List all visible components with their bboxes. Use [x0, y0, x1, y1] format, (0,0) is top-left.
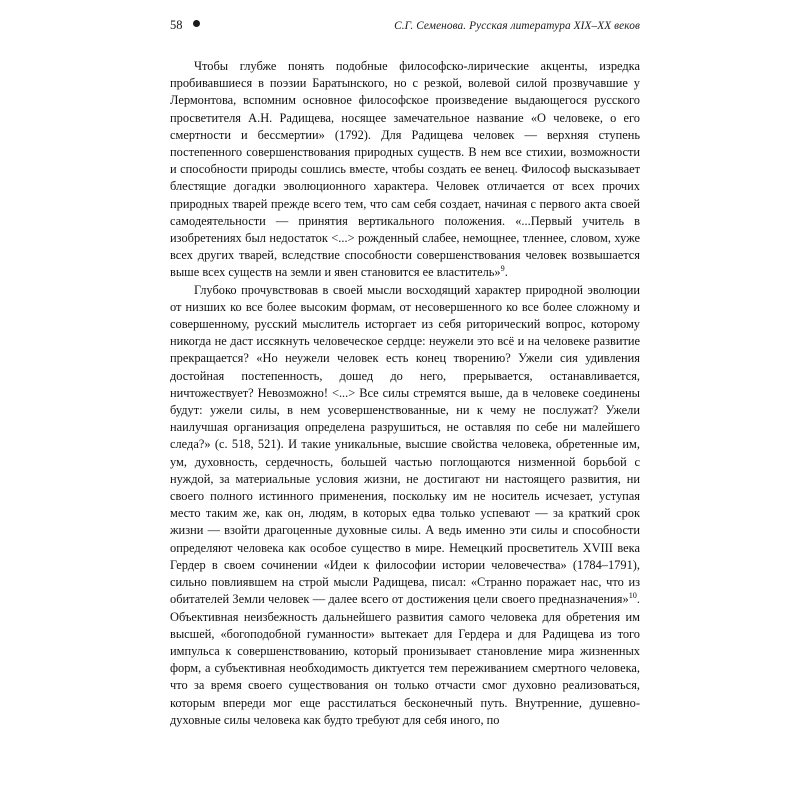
paragraph-1: Чтобы глубже понять подобные философско-лирические акценты, изредка пробивавшиеся в поэзии Баратынского, но с резкой, волевой силой прозвучавшие у Лермонтова, вспомним основное философское произведение выдающегося русского просветителя А.Н. Радищева, носящее замечательное название «О человеке, о его смертности и бессмертии» (1792). Для Радищева человек — верхняя ступень постепенного совершенствования природных существ. В нем все стихии, возможности и способности природы сошлись вместе, чтобы создать ее венец. Философ высказывает блестящие догадки эволюционного характера. Человек отличается от всех прочих природных тварей прежде всего тем, что сам себя создает, начиная с первого акта своей самодеятельности — принятия вертикального положения. «...Первый учитель в изобретениях был недостаток <...> рожденный слабее, немощнее, тленнее, словом, хуже всех других тварей, вследствие способности совершенствования человек возвышается выше всех существ на земли и явен становится ее властитель»$^9$.: [170, 59, 640, 280]
paragraph-1-text: Чтобы глубже понять подобные философско-лирические акценты, изредка пробивавшиеся в поэзии Баратынского, но с резкой, волевой силой прозвучавшие у Лермонтова, вспомним основное философское произведение выдающегося русского просветителя А.Н. Радищева, носящее замечательное название «О человеке, о его смертности и бессмертии» (1792). Для Радищева человек — верхняя ступень постепенного совершенствования природных существ. В нем все стихии, возможности и способности природы сошлись вместе, чтобы создать ее венец. Философ высказывает блестящие догадки эволюционного характера. Человек отличается от всех прочих природных тварей прежде всего тем, что сам себя создает, начиная с первого акта своей самодеятельности — принятия вертикального положения. «...Первый учитель в изобретениях был недостаток <...> рожденный слабее, немощнее, тленнее, словом, хуже всех других тварей, вследствие способности совершенствования человек возвышается выше всех существ на земли и явен становится ее властитель»: [170, 59, 640, 280]
footnote-ref-9: 9: [500, 264, 505, 274]
paragraph-2-continuation: Объективная неизбежность дальнейшего развития самого человека для обретения им высшей, «богоподобной гуманности» вытекает для Гердера и для Радищева из того импульса к совершенствованию, который пронизывает становление мира жизненных форм, а субъективная необходимость диктуется тем переживанием смертного человека, что за время своего существования он только отчасти смог духовно реализоваться, которым впереди мог еще расстилаться бесконечный путь. Внутренние, душевно-духовные силы человека как будто требуют для себя иного, по: [170, 609, 640, 727]
page-header: [170, 18, 640, 40]
running-title: С.Г. Семенова. Русская литература XIX–XX веков: [394, 20, 640, 32]
footnote-ref-10: 10: [628, 591, 637, 601]
body-text: [170, 58, 640, 729]
page-number: 58: [170, 18, 183, 32]
page-content-area: [170, 18, 640, 788]
bullet-dot-icon: [193, 20, 200, 27]
paragraph-2-text: Глубоко прочувствовав в своей мысли восходящий характер природной эволюции от низших ко все более высоким формам, от несовершенного ко все более сложному и совершенному, русский мыслитель исторгает из себя риторический вопрос, которому никогда не даст иссякнуть человеческое сердце: неужели это всё и на человеке развитие прекращается? «Но неужели человек есть конец творению? Ужели сия удивления достойная постепенность, дошед до него, прерывается, останавливается, ничтожествует? Невозможно! <...> Все силы стремятся выше, да в человеке соединены будут: ужели силы, в нем усовершенствованные, ни к чему не послужат? Ужели наилучшая организация определена разрушиться, не оставляя по себе ни малейшего следа?» (с. 518, 521). И такие уникальные, высшие свойства человека, обретенные им, ум, духовность, сердечность, большей частью поглощаются низменной борьбой с нуждой, за материальные условия жизни, не достигают ни настоящего развития, ни своего полного истинного применения, поскольку им не носитель исчезает, уступая место таким же, как он, людям, в которых едва только успевают — за краткий срок жизни — взойти драгоценные духовные силы. А ведь именно эти силы и способности определяют человека как особое существо в мире. Немецкий просветитель XVIII века Гердер в своем сочинении «Идеи к философии истории человечества» (1784–1791), сильно повлиявшем на строй мысли Радищева, писал: «Странно поражает нас, что из обитателей Земли человек — далее всего от достижения цели своего предназначения»: [170, 282, 640, 607]
paragraph-2: Глубоко прочувствовав в своей мысли восходящий характер природной эволюции от низших ко все более высоким формам, от несовершенного ко все более сложному и совершенному, русский мыслитель исторгает из себя риторический вопрос, которому никогда не даст иссякнуть человеческое сердце: неужели это всё и на человеке развитие прекращается? «Но неужели человек есть конец творению? Ужели сия удивления достойная постепенность, дошед до него, прерывается, останавливается, ничтожествует? Невозможно! <...> Все силы стремятся выше, да в человеке соединены будут: ужели силы, в нем усовершенствованные, ни к чему не послужат? Ужели наилучшая организация определена разрушиться, не оставляя по себе ни малейшего следа?» (с. 518, 521). И такие уникальные, высшие свойства человека, обретенные им, ум, духовность, сердечность, большей частью поглощаются низменной борьбой с нуждой, за материальные условия жизни, не достигают ни настоящего развития, ни своего полного истинного применения, поскольку им не носитель исчезает, уступая место таким же, как он, людям, в которых едва только успевают — за краткий срок жизни — взойти драгоценные духовные силы. А ведь именно эти силы и способности определяют человека как особое существо в мире. Немецкий просветитель XVIII века Гердер в своем сочинении «Идеи к философии истории человечества» (1784–1791), сильно повлиявшем на строй мысли Радищева, писал: «Странно поражает нас, что из обитателей Земли человек — далее всего от достижения цели своего предназначения»$^{10}$. Объективная неизбежность дальнейшего развития самого человека для обретения им высшей, «богоподобной гуманности» вытекает для Гердера и для Радищева из того импульса к совершенствованию, который пронизывает становление мира жизненных форм, а субъективная необходимость диктуется тем переживанием смертного человека, что за время своего существования он только отчасти смог духовно реализоваться, которым впереди мог еще расстилаться бесконечный путь. Внутренние, душевно-духовные силы человека как будто требуют для себя иного, по: [170, 282, 640, 727]
